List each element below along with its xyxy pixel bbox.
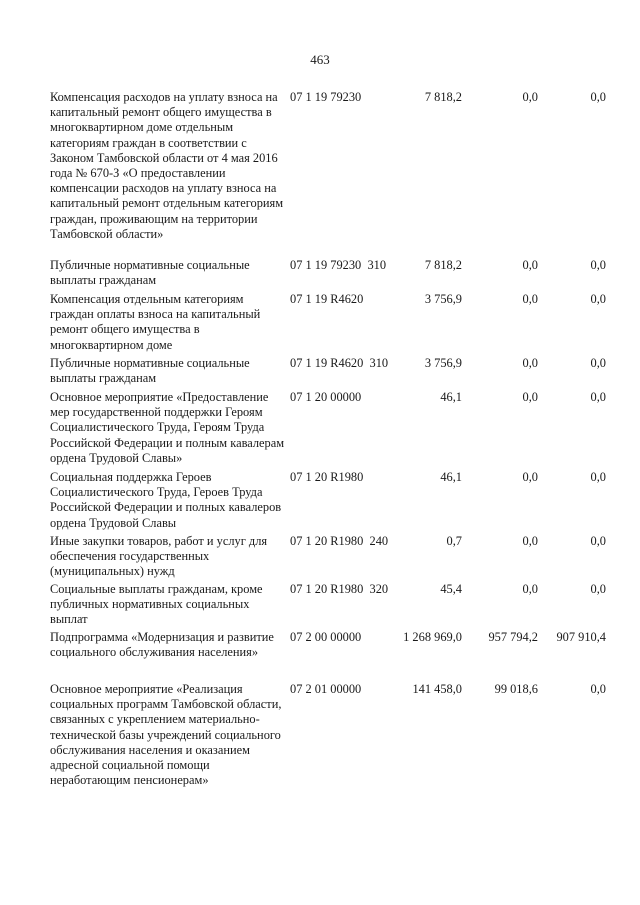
row-value-3: 0,0 [590, 258, 606, 272]
row-name: Компенсация отдельным категориям граждан оплаты взноса на капитальный ремонт общего имущества в многоквартирном доме [50, 292, 261, 352]
row-value-1: 7 818,2 [424, 258, 462, 272]
row-value-3: 0,0 [590, 682, 606, 696]
row-value-1: 7 818,2 [424, 90, 462, 104]
row-value-1: 3 756,9 [424, 292, 462, 306]
row-value-3: 0,0 [590, 356, 606, 370]
page-number: 463 [310, 52, 330, 67]
row-name: Основное мероприятие «Реализация социальных программ Тамбовской области, связанных с укреплением материально-технической базы учреждений социального обслуживания населения и оказанием адресной социальной помощи неработающим пенсионерам» [50, 682, 282, 788]
row-value-2: 99 018,6 [494, 682, 538, 696]
row-value-1: 0,7 [446, 534, 462, 548]
row-value-3: 0,0 [590, 470, 606, 484]
row-value-1: 3 756,9 [424, 356, 462, 370]
row-name: Публичные нормативные социальные выплаты гражданам [50, 356, 250, 386]
row-name: Подпрограмма «Модернизация и развитие социального обслуживания населения» [50, 630, 274, 660]
row-value-2: 957 794,2 [488, 630, 538, 644]
row-name: Компенсация расходов на уплату взноса на капитальный ремонт общего имущества в многоквартирном доме отдельным категориям граждан в соответствии с Законом Тамбовской области от 4 мая 2016 года № 670-З «О предоставлении компенсации расходов на уплату взноса на капитальный ремонт отдельным категориям граждан, проживающим на территории Тамбовской области» [50, 90, 284, 241]
row-value-2: 0,0 [522, 534, 538, 548]
row-value-2: 0,0 [522, 470, 538, 484]
row-value-3: 0,0 [590, 534, 606, 548]
row-value-1: 46,1 [440, 470, 462, 484]
row-value-2: 0,0 [522, 292, 538, 306]
row-value-1: 141 458,0 [412, 682, 462, 696]
row-value-3: 907 910,4 [556, 630, 606, 644]
row-value-2: 0,0 [522, 90, 538, 104]
row-code: 07 1 19 79230 310 [290, 258, 387, 272]
row-value-2: 0,0 [522, 258, 538, 272]
row-value-3: 0,0 [590, 90, 606, 104]
row-code: 07 1 19 R4620 310 [290, 356, 389, 370]
row-value-1: 1 268 969,0 [403, 630, 462, 644]
row-code: 07 1 19 79230 [290, 90, 362, 104]
row-name: Социальная поддержка Героев Социалистического Труда, Героев Труда Российской Федерации и полных кавалеров ордена Трудовой Славы [50, 470, 282, 530]
row-value-1: 46,1 [440, 390, 462, 404]
row-name: Иные закупки товаров, работ и услуг для обеспечения государственных (муниципальных) нужд [50, 534, 268, 579]
row-code: 07 2 00 00000 [290, 630, 362, 644]
row-code: 07 1 20 R1980 320 [290, 582, 389, 596]
row-code: 07 1 20 R1980 [290, 470, 364, 484]
row-value-2: 0,0 [522, 356, 538, 370]
row-value-3: 0,0 [590, 390, 606, 404]
row-code: 07 1 20 R1980 240 [290, 534, 389, 548]
row-name: Публичные нормативные социальные выплаты гражданам [50, 258, 250, 288]
row-code: 07 2 01 00000 [290, 682, 362, 696]
row-code: 07 1 19 R4620 [290, 292, 364, 306]
row-value-3: 0,0 [590, 582, 606, 596]
row-value-1: 45,4 [440, 582, 462, 596]
row-code: 07 1 20 00000 [290, 390, 362, 404]
row-value-3: 0,0 [590, 292, 606, 306]
row-name: Социальные выплаты гражданам, кроме публичных нормативных социальных выплат [50, 582, 263, 627]
row-name: Основное мероприятие «Предоставление мер государственной поддержки Героям Социалистического Труда, Героям Труда Российской Федерации и полным кавалерам ордена Трудовой Славы» [50, 390, 285, 465]
row-value-2: 0,0 [522, 390, 538, 404]
row-value-2: 0,0 [522, 582, 538, 596]
